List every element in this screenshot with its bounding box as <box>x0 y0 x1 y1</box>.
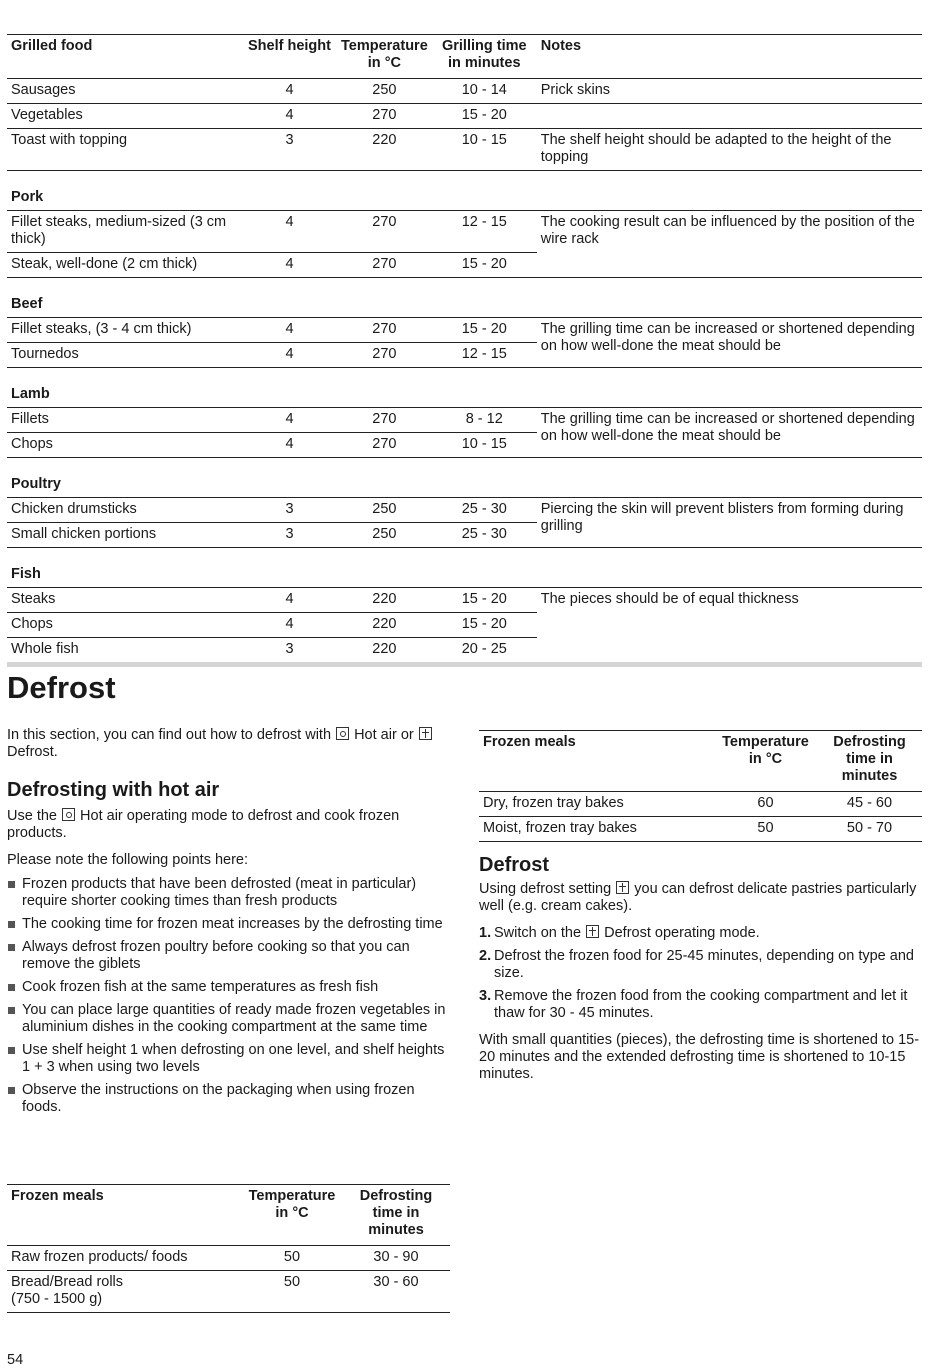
list-item: Frozen products that have been defrosted (meat in particular) require shorter cooking times than fresh products <box>7 876 450 910</box>
table-row: Chops 4 270 10 - 15 <box>7 433 922 458</box>
header-notes: Notes <box>540 38 582 54</box>
defrost-table-left <box>7 1184 450 1313</box>
hot-air-fan-icon <box>62 808 75 821</box>
table-row: Steak, well-done (2 cm thick) 4 270 15 - 20 <box>7 253 922 278</box>
defrost-table-right-header: Frozen meals Temperature in °C Defrosting time in minutes <box>483 734 906 784</box>
defrost-setting-intro: Using defrost setting you can defrost delicate pastries particularly well (e.g. cream cakes). <box>479 881 917 914</box>
note-poultry: Piercing the skin will prevent blisters from forming during grilling <box>537 498 922 548</box>
list-item: 2. Defrost the frozen food for 25-45 minutes, depending on type and size. <box>479 948 914 981</box>
defrost-table-left-wrap <box>7 1184 450 1313</box>
hot-air-note: Please note the following points here: <box>7 852 249 868</box>
header-temp: Temperature in °C <box>341 38 428 71</box>
table-row: Small chicken portions 3 250 25 - 30 <box>7 523 922 548</box>
hot-air-intro: Use the Hot air operating mode to defrost and cook frozen products. <box>7 808 400 841</box>
note-fish: The pieces should be of equal thickness <box>537 588 922 663</box>
defrost-small-quantities: With small quantities (pieces), the defrosting time is shortened to 15-20 minutes and the extended defrosting time is shortened to 10-15 minutes. <box>479 1032 920 1082</box>
table-row: Chops 4 220 15 - 20 <box>7 613 922 638</box>
subsection-title-defrost: Defrost <box>479 854 550 876</box>
table-row: Tournedos 4 270 12 - 15 <box>7 343 922 368</box>
table-row: Fillet steaks, (3 - 4 cm thick) 4 270 15 - 20 The grilling time can be increased or shortened depending on how well-done the meat should be <box>7 318 922 343</box>
list-item: Observe the instructions on the packaging when using frozen foods. <box>7 1082 450 1116</box>
page-number: 54 <box>7 1352 24 1368</box>
table-row: Toast with topping 3 220 10 - 15 The shelf height should be adapted to the height of the topping <box>7 129 922 171</box>
section-divider <box>7 662 922 667</box>
table-row: Moist, frozen tray bakes 50 50 - 70 <box>479 817 922 842</box>
list-item: 1. Switch on the Defrost operating mode. <box>479 925 760 941</box>
bullet-icon <box>8 1087 15 1094</box>
left-column <box>7 727 450 1122</box>
list-item: You can place large quantities of ready made frozen vegetables in aluminium dishes in the cooking compartment at the same time <box>7 1002 450 1036</box>
table-row: Sausages 4 250 10 - 14 Prick skins <box>7 79 922 104</box>
category-row-beef: Beef <box>7 278 922 318</box>
hot-air-bullet-list <box>7 876 450 1116</box>
bullet-icon <box>8 944 15 951</box>
list-item: Cook frozen fish at the same temperatures as fresh fish <box>7 979 450 996</box>
bullet-icon <box>8 984 15 991</box>
table-row: Bread/Bread rolls (750 - 1500 g) 50 30 - 60 <box>7 1271 450 1313</box>
bullet-icon <box>8 1047 15 1054</box>
category-row-poultry: Poultry <box>7 458 922 498</box>
defrost-steps <box>479 925 922 1022</box>
note-lamb: The grilling time can be increased or shortened depending on how well-done the meat should be <box>537 408 922 458</box>
defrost-table-left-header: Frozen meals Temperature in °C Defrosting time in minutes <box>11 1188 433 1238</box>
list-item: The cooking time for frozen meat increases by the defrosting time <box>7 916 450 933</box>
bullet-icon <box>8 921 15 928</box>
defrost-snowflake-icon <box>419 727 432 740</box>
table-row: Steaks 4 220 15 - 20 The pieces should be of equal thickness <box>7 588 922 613</box>
table-row: Fillet steaks, medium-sized (3 cm thick) 4 270 12 - 15 The cooking result can be influenced by the position of the wire rack <box>7 211 922 253</box>
subsection-title-hot-air: Defrosting with hot air <box>7 779 220 801</box>
table-row: Vegetables 4 270 15 - 20 <box>7 104 922 129</box>
list-item: Always defrost frozen poultry before cooking so that you can remove the giblets <box>7 939 450 973</box>
hot-air-fan-icon <box>336 727 349 740</box>
section-title-defrost: Defrost <box>7 670 116 705</box>
table-row: Chicken drumsticks 3 250 25 - 30 Piercing the skin will prevent blisters from forming during grilling <box>7 498 922 523</box>
defrost-table-right <box>479 730 922 842</box>
category-row-lamb: Lamb <box>7 368 922 408</box>
grill-table-wrap <box>7 34 922 663</box>
right-column-text <box>479 853 922 1083</box>
defrost-intro: In this section, you can find out how to defrost with Hot air or Defrost. <box>7 727 450 761</box>
header-shelf: Shelf height <box>248 38 331 54</box>
defrost-table-right-wrap <box>479 730 922 842</box>
table-row: Fillets 4 270 8 - 12 The grilling time can be increased or shortened depending on how well-done the meat should be <box>7 408 922 433</box>
note-beef: The grilling time can be increased or shortened depending on how well-done the meat should be <box>537 318 922 368</box>
category-row-fish: Fish <box>7 548 922 588</box>
category-row-pork: Pork <box>7 171 922 211</box>
header-time: Grilling time in minutes <box>441 38 527 71</box>
list-item: Use shelf height 1 when defrosting on one level, and shelf heights 1 + 3 when using two levels <box>7 1042 450 1076</box>
header-food: Grilled food <box>11 38 93 54</box>
bullet-icon <box>8 1007 15 1014</box>
defrost-snowflake-icon <box>616 881 629 894</box>
bullet-icon <box>8 881 15 888</box>
note-pork: The cooking result can be influenced by the position of the wire rack <box>537 211 922 278</box>
table-row: Whole fish 3 220 20 - 25 <box>7 638 922 663</box>
table-row: Raw frozen products/ foods 50 30 - 90 <box>7 1246 450 1271</box>
defrost-snowflake-icon <box>586 925 599 938</box>
grill-table <box>7 34 922 663</box>
grill-table-header <box>7 35 922 79</box>
table-row: Dry, frozen tray bakes 60 45 - 60 <box>479 792 922 817</box>
list-item: 3. Remove the frozen food from the cooking compartment and let it thaw for 30 - 45 minutes. <box>479 988 908 1021</box>
